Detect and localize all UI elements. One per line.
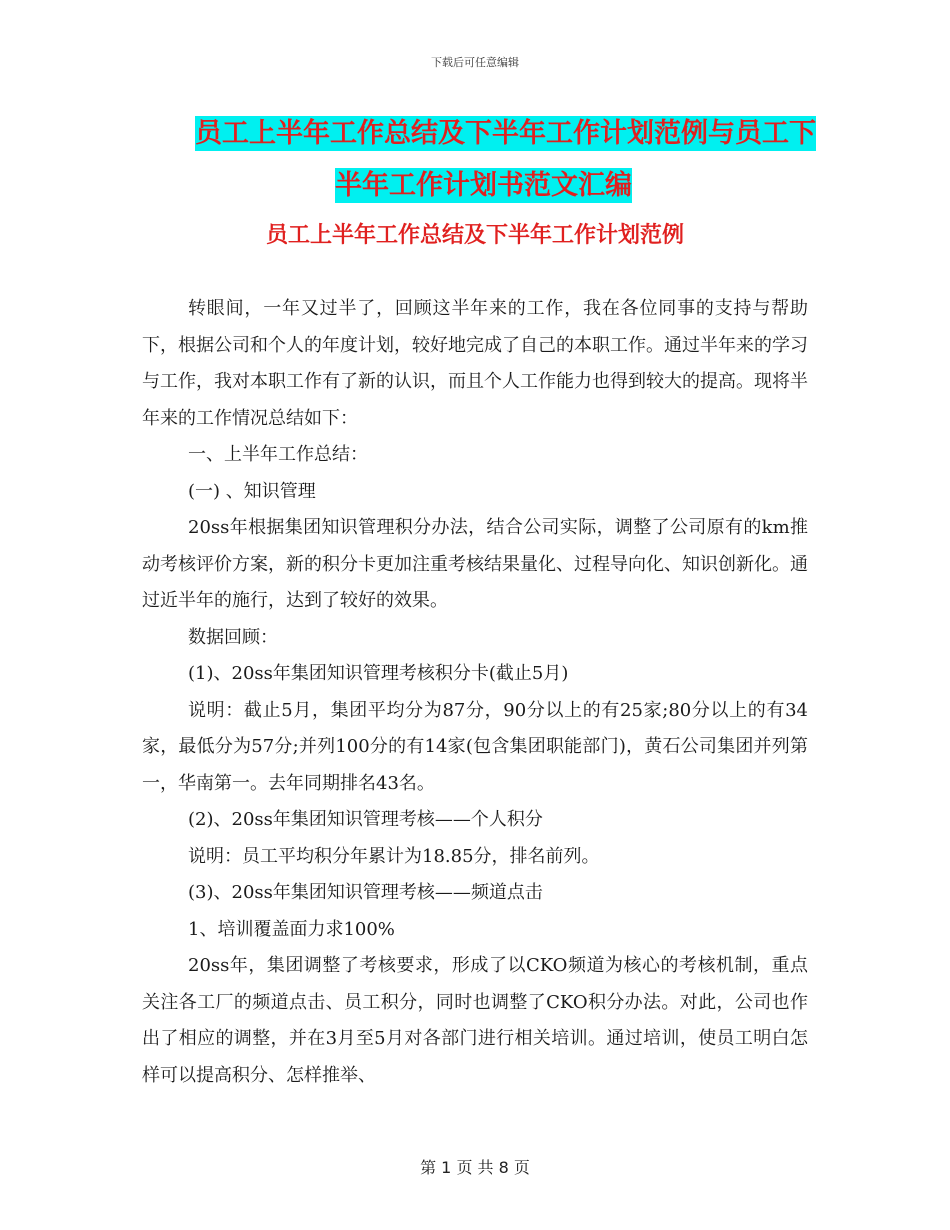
paragraph: 说明：员工平均积分年累计为18.85分，排名前列。 [188, 845, 600, 867]
paragraph: (1)、20ss年集团知识管理考核积分卡(截止5月) [188, 663, 569, 684]
title-line-1 [140, 108, 820, 160]
header-note: 下载后可任意编辑 [431, 56, 519, 69]
section-title: 员工上半年工作总结及下半年工作计划范例 [265, 223, 684, 248]
paragraph: 一、上半年工作总结： [188, 444, 368, 465]
document-title [140, 108, 820, 212]
title-highlight-2: 半年工作计划书范文汇编 [335, 170, 632, 201]
paragraph: 20ss年，集团调整了考核要求，形成了以CKO频道为核心的考核机制，重点关注各工厂的频道点击、员工积分，同时也调整了CKO积分办法。对此，公司也作出了相应的调整，并在3月至5月对各部门进行相关培训。通过培训，使员工明白怎样可以提高积分、怎样推举、 [142, 955, 808, 1086]
title-line-2 [140, 160, 820, 212]
paragraph: (2)、20ss年集团知识管理考核——个人积分 [188, 809, 543, 830]
paragraph: (3)、20ss年集团知识管理考核——频道点击 [188, 882, 543, 903]
paragraph: 20ss年根据集团知识管理积分办法，结合公司实际，调整了公司原有的km推动考核评价方案，新的积分卡更加注重考核结果量化、过程导向化、知识创新化。通过近半年的施行，达到了较好的效果。 [142, 517, 808, 611]
title-highlight-1: 员工上半年工作总结及下半年工作计划范例与员工下 [195, 118, 816, 149]
paragraph: 说明：截止5月，集团平均分为87分，90分以上的有25家;80分以上的有34家，最低分为57分;并列100分的有14家(包含集团职能部门)，黄石公司集团并列第一，华南第一。去年同期排名43名。 [142, 699, 808, 794]
paragraph: 1、培训覆盖面力求100% [188, 918, 395, 940]
body-text [142, 291, 808, 1094]
page-footer: 第 1 页 共 8 页 [420, 1158, 530, 1177]
paragraph: 数据回顾： [188, 626, 278, 648]
paragraph: 转眼间，一年又过半了，回顾这半年来的工作，我在各位同事的支持与帮助下，根据公司和个人的年度计划，较好地完成了自己的本职工作。通过半年来的学习与工作，我对本职工作有了新的认识，而且个人工作能力也得到较大的提高。现将半年来的工作情况总结如下： [142, 298, 808, 429]
paragraph: (一) 、知识管理 [188, 480, 316, 502]
